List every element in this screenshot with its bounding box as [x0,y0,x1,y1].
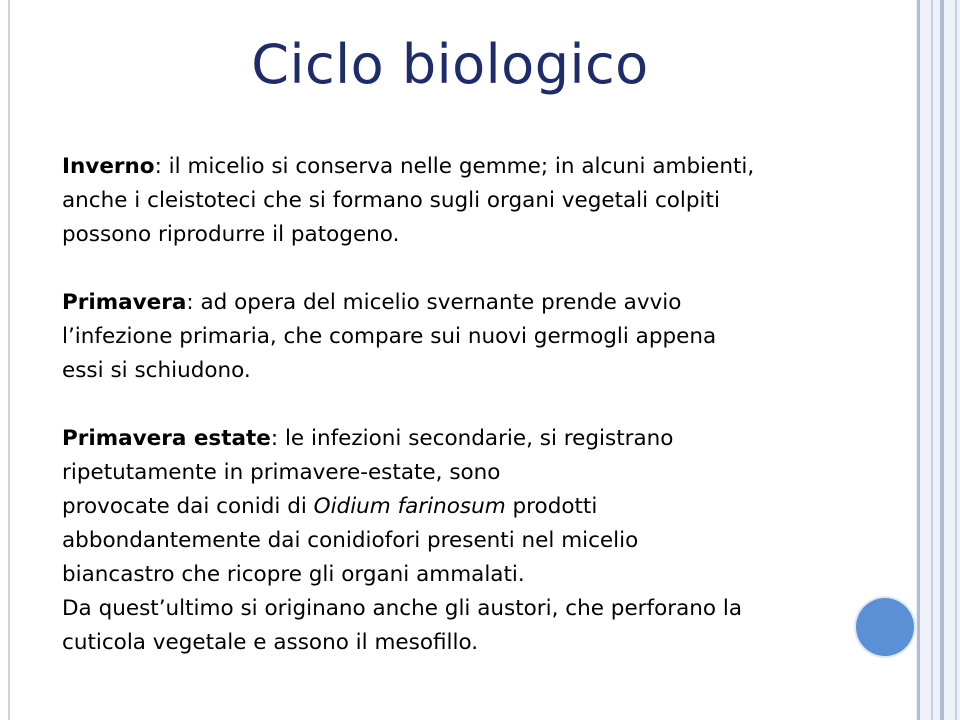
slide-title: Ciclo biologico [251,33,649,96]
text-segment: ad opera del micelio svernante prende avvio [200,290,682,315]
right-decorative-line [917,0,920,720]
text-line [62,422,862,456]
decorative-circle [856,598,914,656]
text-line: Da quest’ultimo si originano anche gli austori, che perforano la [62,596,743,621]
text-line: l’infezione primaria, che compare sui nuovi germogli appena [62,324,717,349]
text-line: essi si schiudono. [62,358,251,383]
term-label: Inverno [62,154,155,179]
text-line: abbondantemente dai conidiofori presenti nel micelio [62,528,639,553]
right-decorative-band [916,0,960,720]
term-separator: : [270,426,285,451]
species-name: Oidium farinosum [313,494,506,519]
text-segment: prodotti [505,494,598,519]
right-decorative-line [931,0,933,720]
text-line: anche i cleistoteci che si formano sugli organi vegetali colpiti [62,188,720,213]
paragraph-inverno [62,150,862,252]
term-label: Primavera estate [62,426,271,451]
left-border-line [8,0,10,720]
right-decorative-line [955,0,957,720]
text-line [62,286,862,320]
term-separator: : [154,154,169,179]
text-line: cuticola vegetale e assono il mesofillo. [62,630,479,655]
text-line: ripetutamente in primavere-estate, sono [62,460,501,485]
text-segment: provocate dai conidi di [62,494,314,519]
text-line [62,150,862,184]
text-segment: il micelio si conserva nelle gemme; in alcuni ambienti, [168,154,755,179]
text-line: biancastro che ricopre gli organi ammalati. [62,562,525,587]
text-segment: le infezioni secondarie, si registrano [284,426,674,451]
text-line [62,490,862,524]
right-decorative-line [940,0,944,720]
paragraph-primavera-estate [62,422,862,660]
text-line: possono riprodurre il patogeno. [62,222,400,247]
paragraph-primavera [62,286,862,388]
slide-body [62,150,862,660]
term-separator: : [186,290,201,315]
term-label: Primavera [62,290,187,315]
